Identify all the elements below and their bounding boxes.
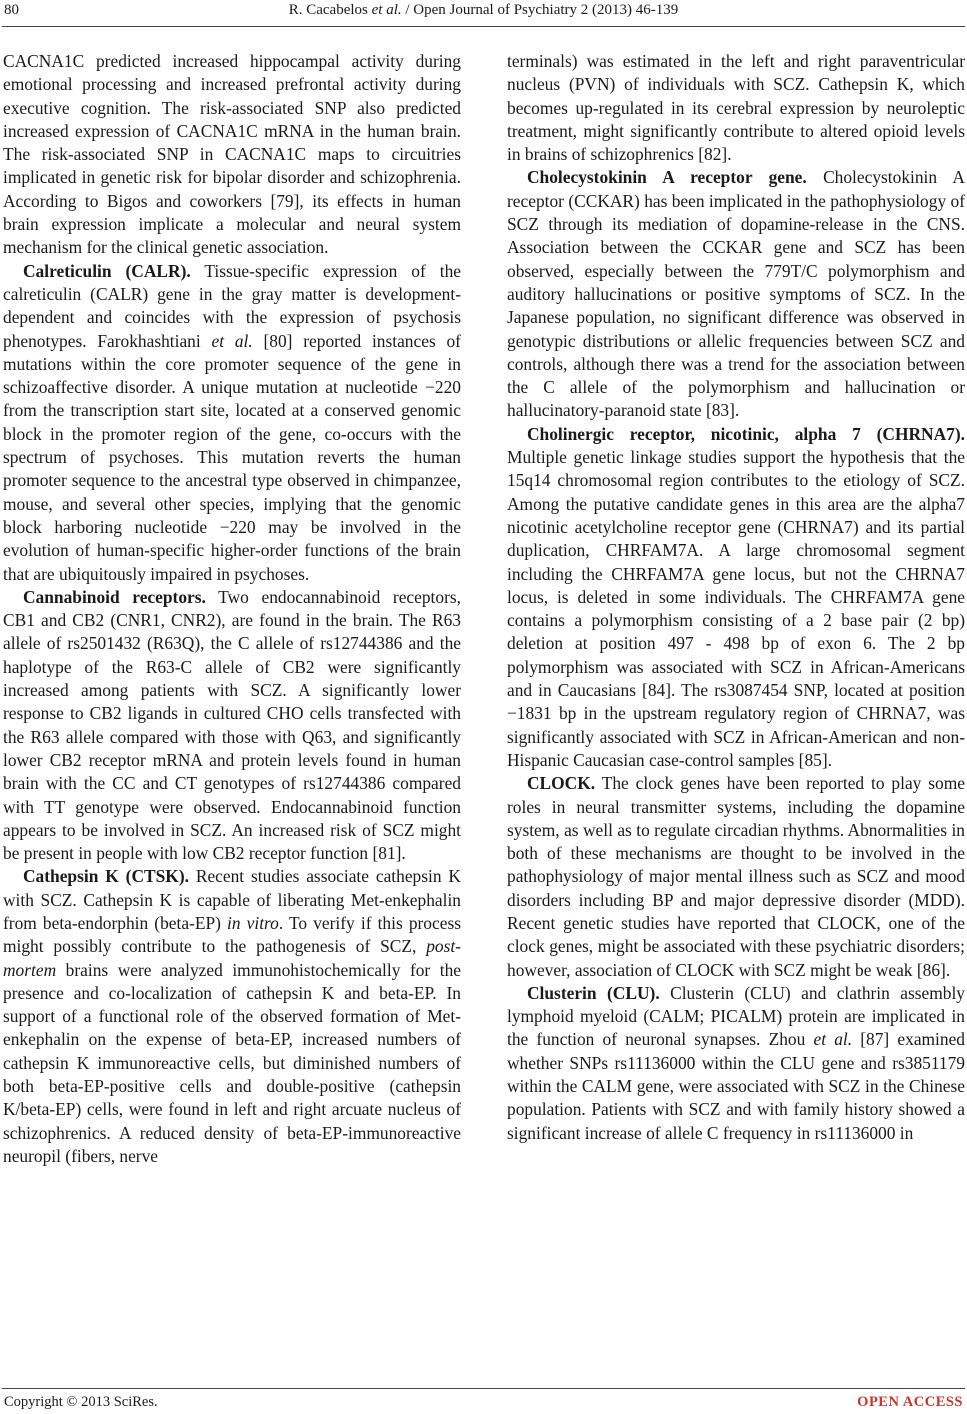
running-title-authors: R. Cacabelos <box>288 2 372 18</box>
paragraph-chrna7 <box>507 423 965 772</box>
paragraph-text: Clusterin (CLU) and clathrin assembly lymphoid myeloid (CALM; PICALM) protein are implicated in the function of neuronal synapses. Zhou <box>507 982 966 1050</box>
right-column <box>507 50 965 1145</box>
paragraph-cholecystokinin <box>507 166 965 422</box>
heading-calreticulin: Calreticulin (CALR). <box>23 260 191 281</box>
paragraph-text: Multiple genetic linkage studies support the hypothesis that the 15q14 chromosomal region contributes to the etiology of SCZ. Among the putative candidate genes in this area are the alpha7 nicotinic acetylcholine receptor gene (CHRNA7) and its partial duplication, CHRFAM7A. A large chromosomal segment including the CHRFAM7A gene locus, but not the CHRNA7 locus, is deleted in some individuals. The CHRFAM7A gene contains a polymorphism consisting of a 2 base pair (2 bp) deletion at position 497 - 498 bp of exon 6. The 2 bp polymorphism was associated with SCZ in African-Americans and in Caucasians [84]. The rs3087454 SNP, located at position −1831 bp in the upstream regulatory region of CHRNA7, was significantly associated with SCZ in African-American and non-Hispanic Caucasian case-control samples [85]. <box>507 447 965 770</box>
paragraph-text: . To verify if this process might possibly contribute to the pathogenesis of SCZ, <box>3 912 461 957</box>
italic-etal: et al. <box>813 1029 853 1050</box>
paragraph-text: brains were analyzed immunohistochemically for the presence and co-localization of cathepsin K and beta-EP. In support of a functional role of the observed formation of Met-enkephalin on the expense of beta-EP, increased numbers of cathepsin K immunoreactive cells, but diminished numbers of both beta-EP-positive cells and double-positive (cathepsin K/beta-EP) cells, were found in left and right arcuate nucleus of schizophrenics. A reduced density of beta-EP-immunoreactive neuropil (fibers, nerve <box>3 959 461 1166</box>
heading-clusterin: Clusterin (CLU). <box>527 982 660 1003</box>
paragraph-clusterin <box>507 982 965 1145</box>
heading-cholecystokinin: Cholecystokinin A receptor gene. <box>527 167 807 188</box>
copyright-notice: Copyright © 2013 SciRes. <box>4 1394 158 1410</box>
heading-chrna7: Cholinergic receptor, nicotinic, alpha 7 (CHRNA7). <box>527 423 965 444</box>
paragraph-clock <box>507 772 965 982</box>
paragraph-cacna1c-continued: CACNA1C predicted increased hippocampal activity during emotional processing and increased prefrontal activity during executive cognition. The risk-associated SNP also predicted increased expression of CACNA1C mRNA in the human brain. The risk-associated SNP in CACNA1C maps to circuitries implicated in genetic risk for bipolar disorder and schizophrenia. According to Bigos and coworkers [79], its effects in human brain expression implicate a molecular and neural system mechanism for the clinical genetic association. <box>3 51 461 258</box>
paragraph-cathepsin-continued: terminals) was estimated in the left and right paraventricular nucleus (PVN) of individuals with SCZ. Cathepsin K, which becomes up-regulated in its cerebral expression by neuroleptic treatment, might significantly contribute to altered opioid levels in brains of schizophrenics [82]. <box>507 51 965 165</box>
header-divider <box>2 26 965 27</box>
footer-divider <box>2 1388 965 1389</box>
page-number: 80 <box>4 2 19 18</box>
paragraph-calreticulin <box>3 260 461 586</box>
paragraph-text: Tissue-specific expression of the calreticulin (CALR) gene in the gray matter is development-dependent and coincides with the expression of psychosis phenotypes. Farokhashtiani <box>3 260 461 351</box>
running-title <box>0 2 967 19</box>
paragraph-cathepsin <box>3 865 461 1168</box>
heading-cathepsin: Cathepsin K (CTSK). <box>23 866 189 887</box>
paragraph-text: Recent studies associate cathepsin K with SCZ. Cathepsin K is capable of liberating Met-enkephalin from beta-endorphin (beta-EP) <box>3 866 461 933</box>
paragraph-text: The clock genes have been reported to play some roles in neural transmitter systems, including the dopamine system, as well as to regulate circadian rhythms. Abnormalities in both of these mechanisms are thought to be involved in the pathophysiology of major mental illness such as SCZ and mood disorders including BP and major depressive disorder (MDD). Recent genetic studies have reported that CLOCK, one of the clock genes, might be associated with these psychiatric disorders; however, association of CLOCK with SCZ might be weak [86]. <box>507 773 965 980</box>
running-title-journal: / Open Journal of Psychiatry 2 (2013) 46-139 <box>401 2 679 18</box>
heading-clock: CLOCK. <box>527 773 596 794</box>
heading-cannabinoid: Cannabinoid receptors. <box>23 586 206 607</box>
page-header <box>0 0 967 36</box>
paragraph-text: Two endocannabinoid receptors, CB1 and CB2 (CNR1, CNR2), are found in the brain. The R63 allele of rs2501432 (R63Q), the C allele of rs12744386 and the haplotype of the R63-C allele of CB2 were significantly increased among patients with SCZ. A significantly lower response to CB2 ligands in cultured CHO cells transfected with the R63 allele compared with those with Q63, and significantly lower CB2 receptor mRNA and protein levels found in human brain with the CC and CT genotypes of rs12744386 compared with TT genotype were observed. Endocannabinoid function appears to be involved in SCZ. An increased risk of SCZ might be present in people with low CB2 receptor function [81]. <box>3 586 461 864</box>
italic-in-vitro: in vitro <box>227 912 279 933</box>
open-access-label: OPEN ACCESS <box>857 1394 963 1410</box>
italic-etal: et al. <box>211 330 253 351</box>
running-title-etal: et al. <box>371 2 402 18</box>
paragraph-text: Cholecystokinin A receptor (CCKAR) has been implicated in the pathophysiology of SCZ through its mediation of dopamine-release in the CNS. Association between the CCKAR gene and SCZ has been observed, especially between the 779T/C polymorphism and auditory hallucinations or positive symptoms of SCZ. In the Japanese population, no significant difference was observed in genotypic distributions or allelic frequencies between SCZ and controls, although there was a trend for the association between the C allele of the polymorphism and hallucination or hallucinatory-paranoid state [83]. <box>507 167 965 421</box>
paragraph-text: [87] examined whether SNPs rs11136000 within the CLU gene and rs3851179 within the CALM gene, were associated with SCZ in the Chinese population. Patients with SCZ and with family history showed a significant increase of allele C frequency in rs11136000 in <box>507 1029 966 1143</box>
italic-post-mortem: post-mortem <box>3 936 461 980</box>
paragraph-text: [80] reported instances of mutations within the core promoter sequence of the gene in schizoaffective disorder. A unique mutation at nucleotide −220 from the transcription start site, located at a conserved genomic block in the promoter region of the gene, co-occurs with the spectrum of psychoses. This mutation reverts the human promoter sequence to the ancestral type observed in chimpanzee, mouse, and several other species, implying that the genomic block harboring nucleotide −220 may be involved in the evolution of human-specific higher-order functions of the brain that are ubiquitously impaired in psychoses. <box>3 330 461 584</box>
paragraph-cannabinoid <box>3 586 461 866</box>
left-column <box>3 50 461 1168</box>
